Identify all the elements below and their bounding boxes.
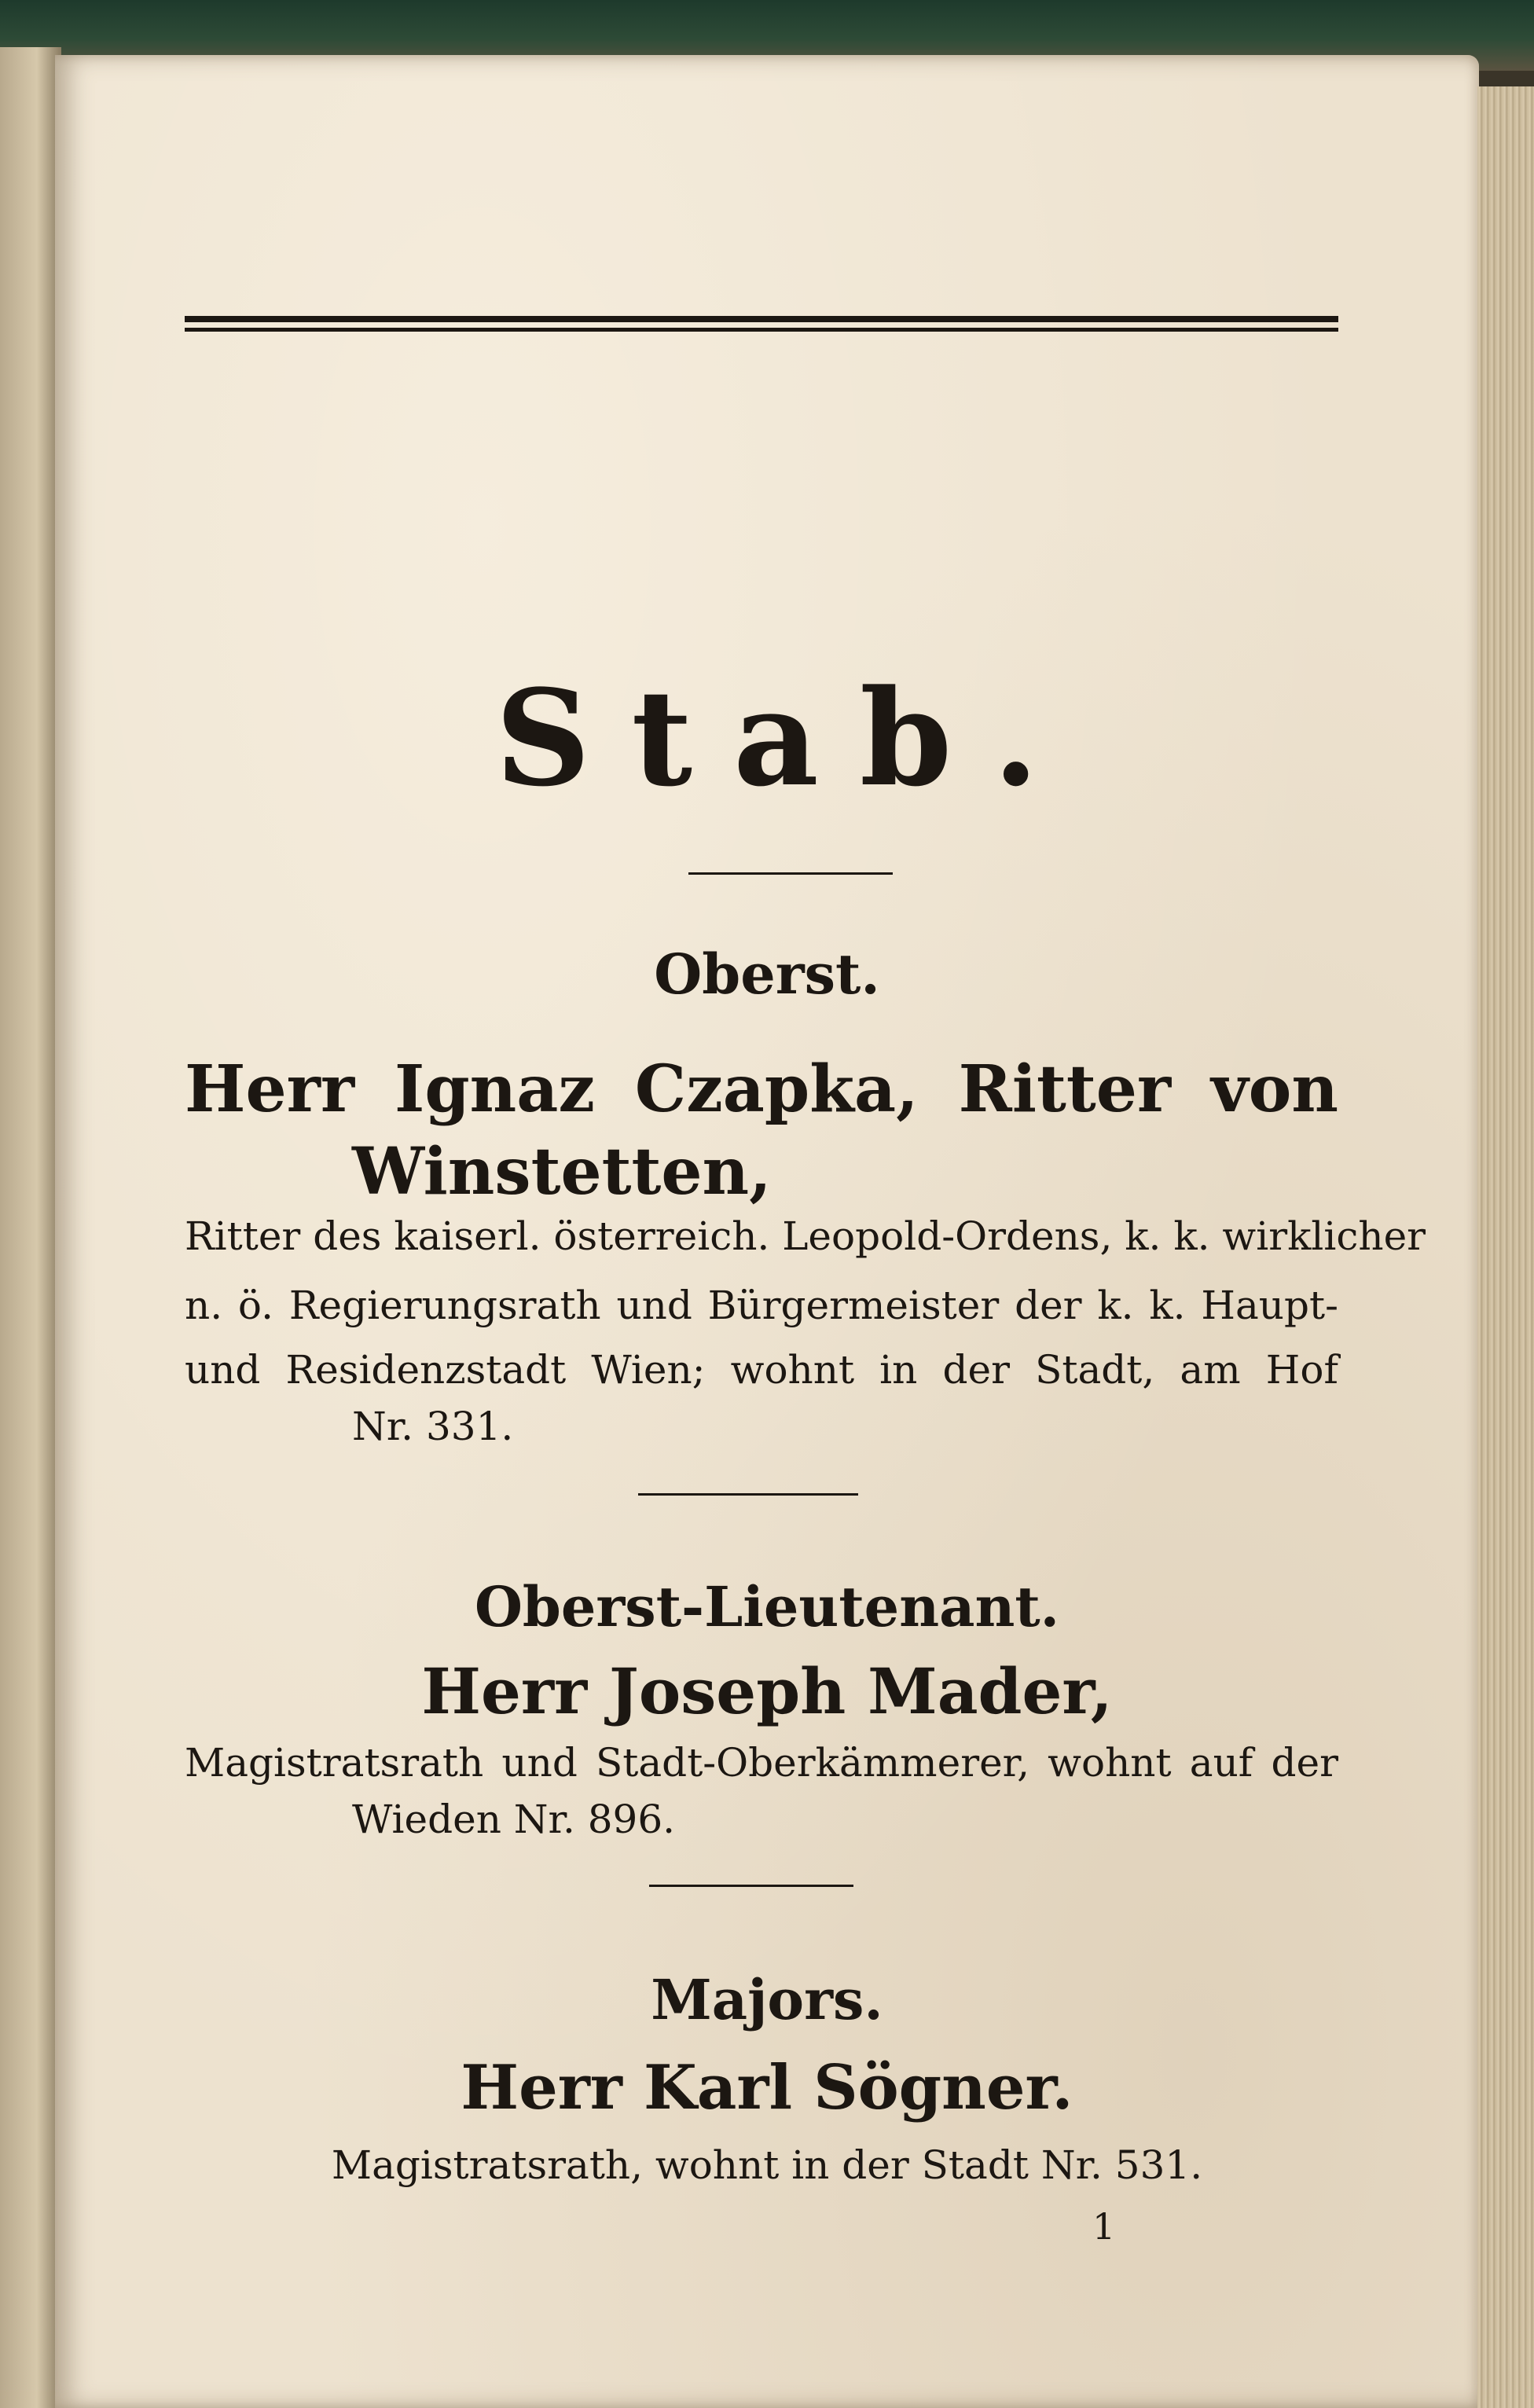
- top-double-rule: [185, 316, 1338, 332]
- oberst-desc-line-4: Nr. 331.: [352, 1404, 514, 1449]
- major-desc: Magistratsrath, wohnt in der Stadt Nr. 531.: [331, 2142, 1203, 2188]
- page-title: Stab.: [495, 660, 1080, 816]
- major-name: Herr Karl Sögner.: [461, 2052, 1073, 2124]
- oberst-lieutenant-heading: Oberst-Lieutenant.: [474, 1574, 1060, 1639]
- oberst-lieutenant-desc-line-1: Magistratsrath und Stadt-Oberkämmerer, wohnt auf der: [185, 1740, 1338, 1786]
- majors-heading: Majors.: [651, 1967, 883, 2032]
- oberst-name-line-2: Winstetten,: [352, 1134, 772, 1210]
- oberst-heading: Oberst.: [654, 942, 880, 1007]
- oberst-lieutenant-desc-line-2: Wieden Nr. 896.: [352, 1797, 676, 1842]
- oberst-desc-line-1: Ritter des kaiserl. österreich. Leopold-Ordens, k. k. wirklicher: [185, 1213, 1426, 1259]
- section-divider: [638, 1493, 858, 1496]
- oberst-lieutenant-name: Herr Joseph Mader,: [421, 1654, 1113, 1728]
- oberst-name-line-1: Herr Ignaz Czapka, Ritter von: [185, 1052, 1338, 1127]
- oberst-desc-line-3: und Residenzstadt Wien; wohnt in der Stadt, am Hof: [185, 1347, 1338, 1393]
- section-divider: [649, 1885, 853, 1887]
- section-divider: [688, 872, 893, 875]
- oberst-desc-line-2: n. ö. Regierungsrath und Bürgermeister der k. k. Haupt-: [185, 1283, 1338, 1328]
- page-number: 1: [1092, 2205, 1116, 2248]
